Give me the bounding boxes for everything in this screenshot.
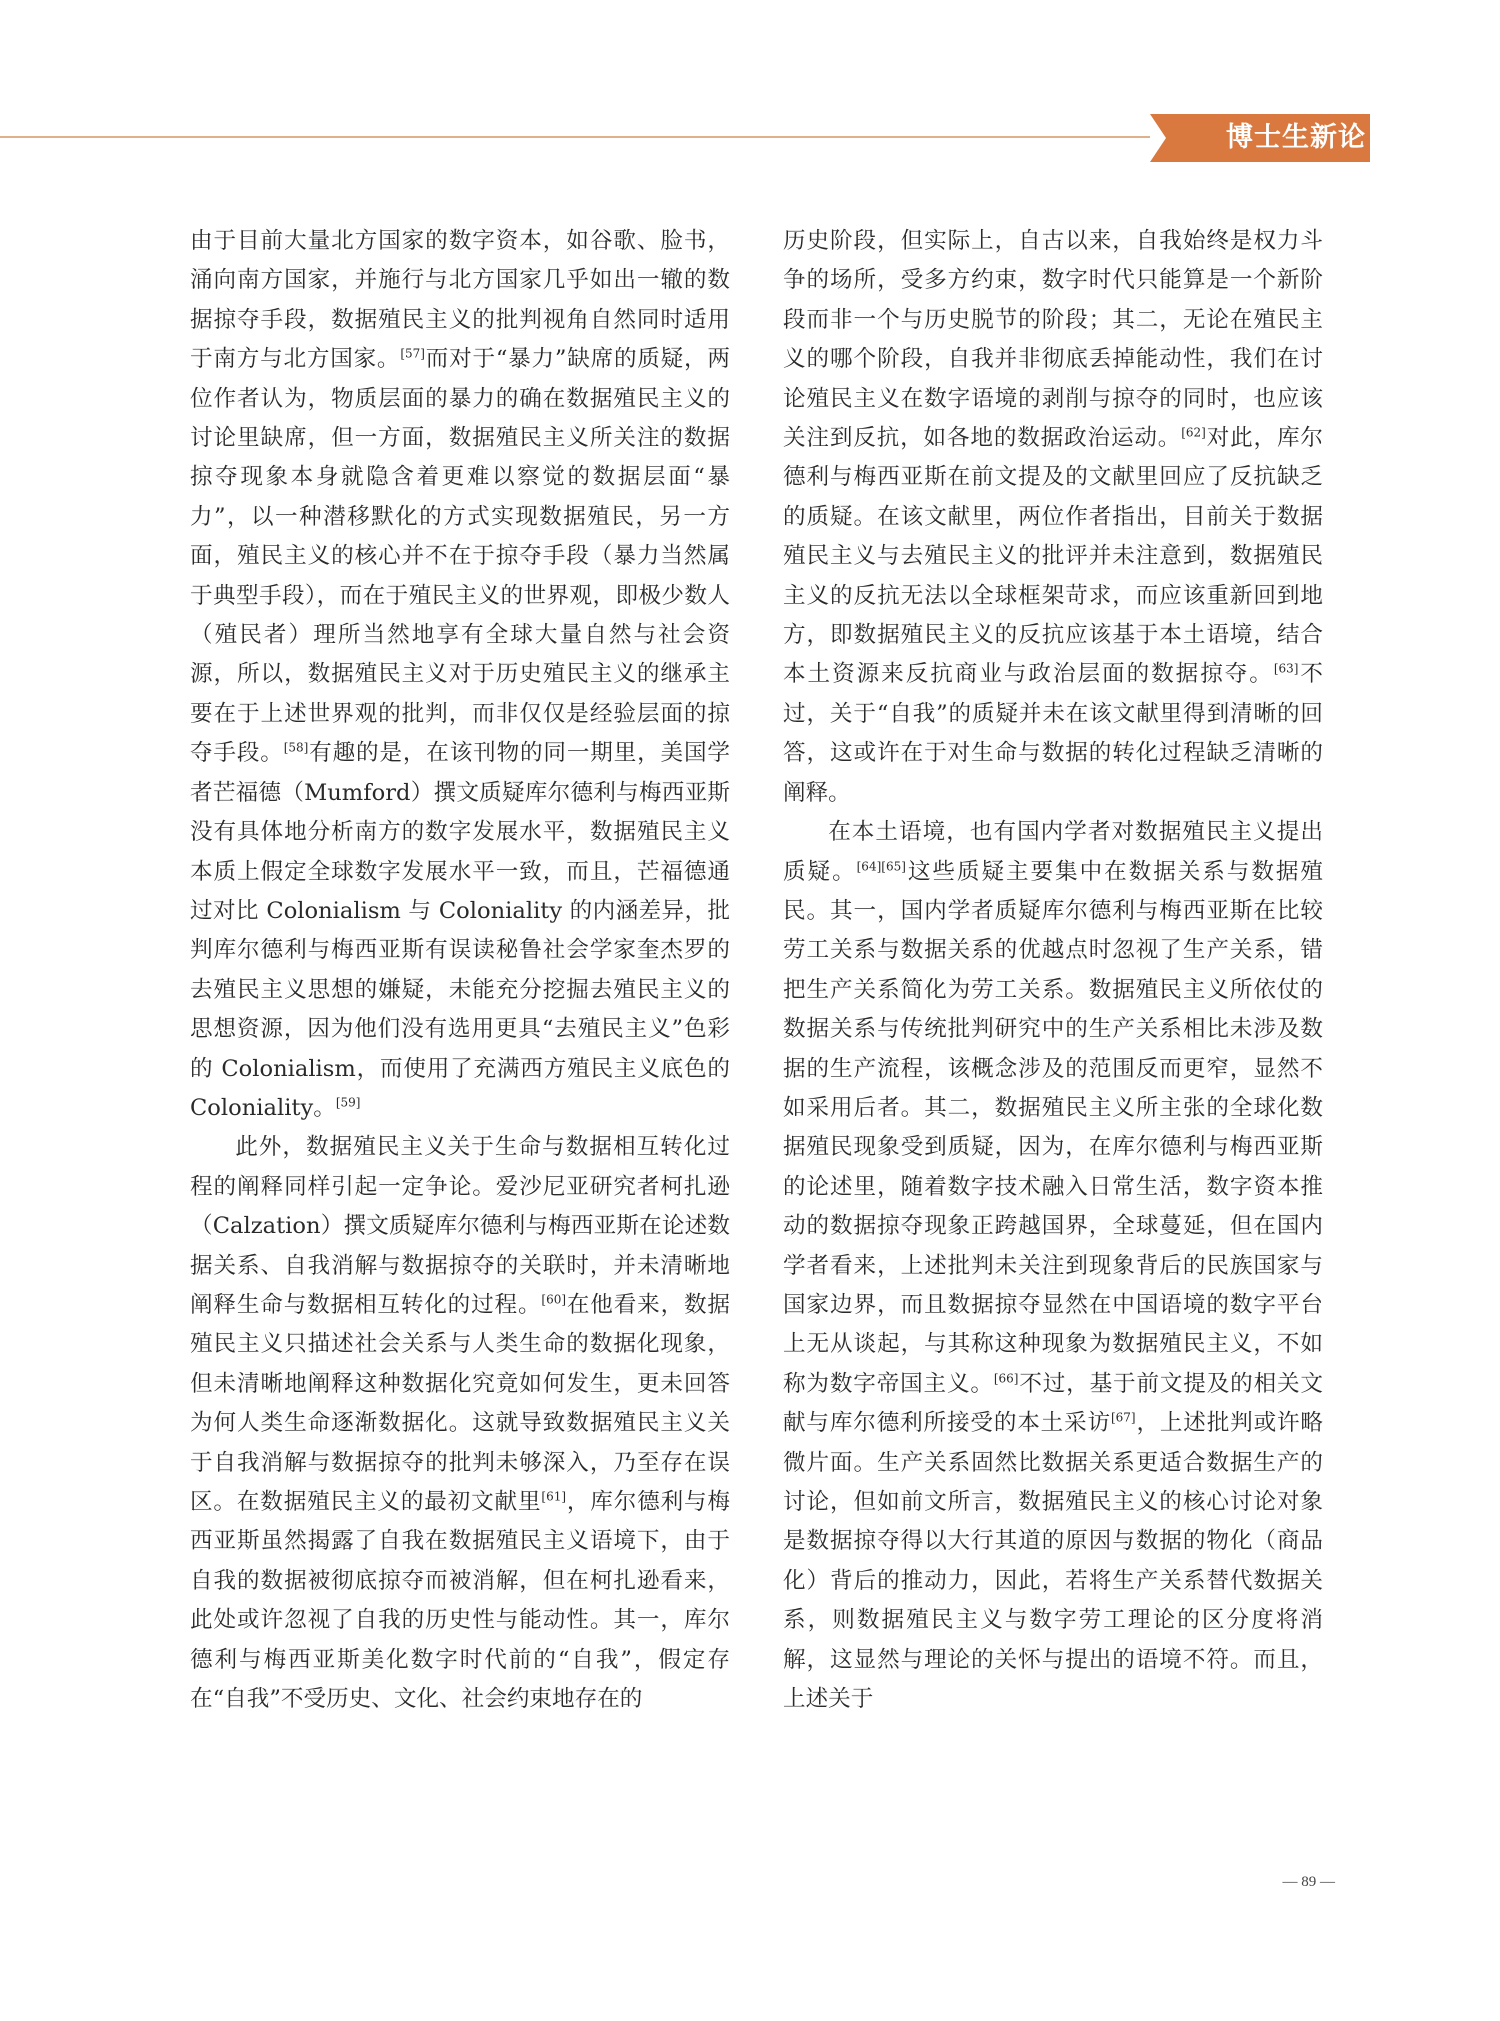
page-number: — 89 — [1282,1874,1335,1890]
section-badge [1150,114,1370,162]
text-run: 在他看来，数据殖民主义只描述社会关系与人类生命的数据化现象，但未清晰地阐释这种数据化究竟如何发生，更未回答为何人类生命逐渐数据化。这就导致数据殖民主义关于自我消解与数据掠夺的批判未够深入，乃至存在误区。在数据殖民主义的最初文献里 [190,1291,731,1515]
section-label: 博士生新论 [1226,122,1366,153]
text-run: 历史阶段，但实际上，自古以来，自我始终是权力斗争的场所，受多方约束，数字时代只能算是一个新阶段而非一个与历史脱节的阶段；其二，无论在殖民主义的哪个阶段，自我并非彻底丢掉能动性，我们在讨论殖民主义在数字语境的剥削与掠夺的同时，也应该关注到反抗，如各地的数据政治运动。 [783,228,1323,452]
citation-marker: [63] [1273,661,1299,676]
text-run: 由于目前大量北方国家的数字资本，如谷歌、脸书，涌向南方国家，并施行与北方国家几乎如出一辙的数据掠夺手段，数据殖民主义的批判视角自然同时适用于南方与北方国家。 [190,228,730,373]
paragraph [190,222,730,1128]
paragraph [190,1128,730,1719]
citation-marker: [57] [400,346,425,361]
text-run: 此外，数据殖民主义关于生命与数据相互转化过程的阐释同样引起一定争论。爱沙尼亚研究者柯扎逊（Calzation）撰文质疑库尔德利与梅西亚斯在论述数据关系、自我消解与数据掠夺的关联时，并未清晰地阐释生命与数据相互转化的过程。 [190,1134,730,1318]
citation-marker: [60] [541,1292,567,1307]
citation-marker: [58] [283,740,309,755]
citation-marker: [59] [335,1095,361,1110]
text-run: 有趣的是，在该刊物的同一期里，美国学者芒福德（Mumford）撰文质疑库尔德利与梅西亚斯没有具体地分析南方的数字发展水平，数据殖民主义本质上假定全球数字发展水平一致，而且，芒福德通过对比 Colonialism 与 Coloniality 的内涵差异，批判库尔德利与梅西亚斯有误读秘鲁社会学家奎杰罗的去殖民主义思想的嫌疑，未能充分挖掘去殖民主义的思想资源，因为他们没有选用更具“去殖民主义”色彩的 Colonialism，而使用了充满西方殖民主义底色的 Coloniality。 [190,740,731,1121]
text-run: 而对于“暴力”缺席的质疑，两位作者认为，物质层面的暴力的确在数据殖民主义的讨论里缺席，但一方面，数据殖民主义所关注的数据掠夺现象本身就隐含着更难以察觉的数据层面“暴力”，以一种潜移默化的方式实现数据殖民，另一方面，殖民主义的核心并不在于掠夺手段（暴力当然属于典型手段），而在于殖民主义的世界观，即极少数人（殖民者）理所当然地享有全球大量自然与社会资源，所以，数据殖民主义对于历史殖民主义的继承主要在于上述世界观的批判，而非仅仅是经验层面的掠夺手段。 [190,346,731,767]
header-rule [0,136,1150,138]
text-run: 不过，关于“自我”的质疑并未在该文献里得到清晰的回答，这或许在于对生命与数据的转化过程缺乏清晰的阐释。 [783,661,1324,806]
text-run: ，上述批判或许略微片面。生产关系固然比数据关系更适合数据生产的讨论，但如前文所言，数据殖民主义的核心讨论对象是数据掠夺得以大行其道的原因与数据的物化（商品化）背后的推动力，因此，若将生产关系替代数据关系，则数据殖民主义与数字劳工理论的区分度将消解，这显然与理论的关怀与提出的语境不符。而且，上述关于 [783,1410,1324,1713]
citation-marker: [61] [541,1489,567,1504]
text-run: 这些质疑主要集中在数据关系与数据殖民。其一，国内学者质疑库尔德利与梅西亚斯在比较劳工关系与数据关系的优越点时忽视了生产关系，错把生产关系简化为劳工关系。数据殖民主义所依仗的数据关系与传统批判研究中的生产关系相比未涉及数据的生产流程，该概念涉及的范围反而更窄，显然不如采用后者。其二，数据殖民主义所主张的全球化数据殖民现象受到质疑，因为，在库尔德利与梅西亚斯的论述里，随着数字技术融入日常生活，数字资本推动的数据掠夺现象正跨越国界，全球蔓延，但在国内学者看来，上述批判未关注到现象背后的民族国家与国家边界，而且数据掠夺显然在中国语境的数字平台上无从谈起，与其称这种现象为数据殖民主义，不如称为数字帝国主义。 [783,858,1324,1397]
citation-marker: [62] [1181,425,1206,440]
section-badge-notch [1150,114,1166,162]
text-run: ，库尔德利与梅西亚斯虽然揭露了自我在数据殖民主义语境下，由于自我的数据被彻底掠夺而被消解，但在柯扎逊看来，此处或许忽视了自我的历史性与能动性。其一，库尔德利与梅西亚斯美化数字时代前的“自我”，假定存在“自我”不受历史、文化、社会约束地存在的 [190,1489,731,1713]
text-run: 在本土语境，也有国内学者对数据殖民主义提出质疑。 [783,819,1323,885]
right-column [783,222,1323,1719]
left-column [190,222,730,1719]
citation-marker: [66] [993,1371,1019,1386]
text-run: 不过，基于前文提及的相关文献与库尔德利所接受的本土采访 [783,1370,1324,1437]
citation-marker: [64][65] [856,858,906,873]
citation-marker: [67] [1110,1410,1136,1425]
paragraph [783,222,1323,813]
paragraph [783,813,1323,1719]
text-run: 对此，库尔德利与梅西亚斯在前文提及的文献里回应了反抗缺乏的质疑。在该文献里，两位作者指出，目前关于数据殖民主义与去殖民主义的批评并未注意到，数据殖民主义的反抗无法以全球框架苛求，而应该重新回到地方，即数据殖民主义的反抗应该基于本土语境，结合本土资源来反抗商业与政治层面的数据掠夺。 [783,425,1324,688]
